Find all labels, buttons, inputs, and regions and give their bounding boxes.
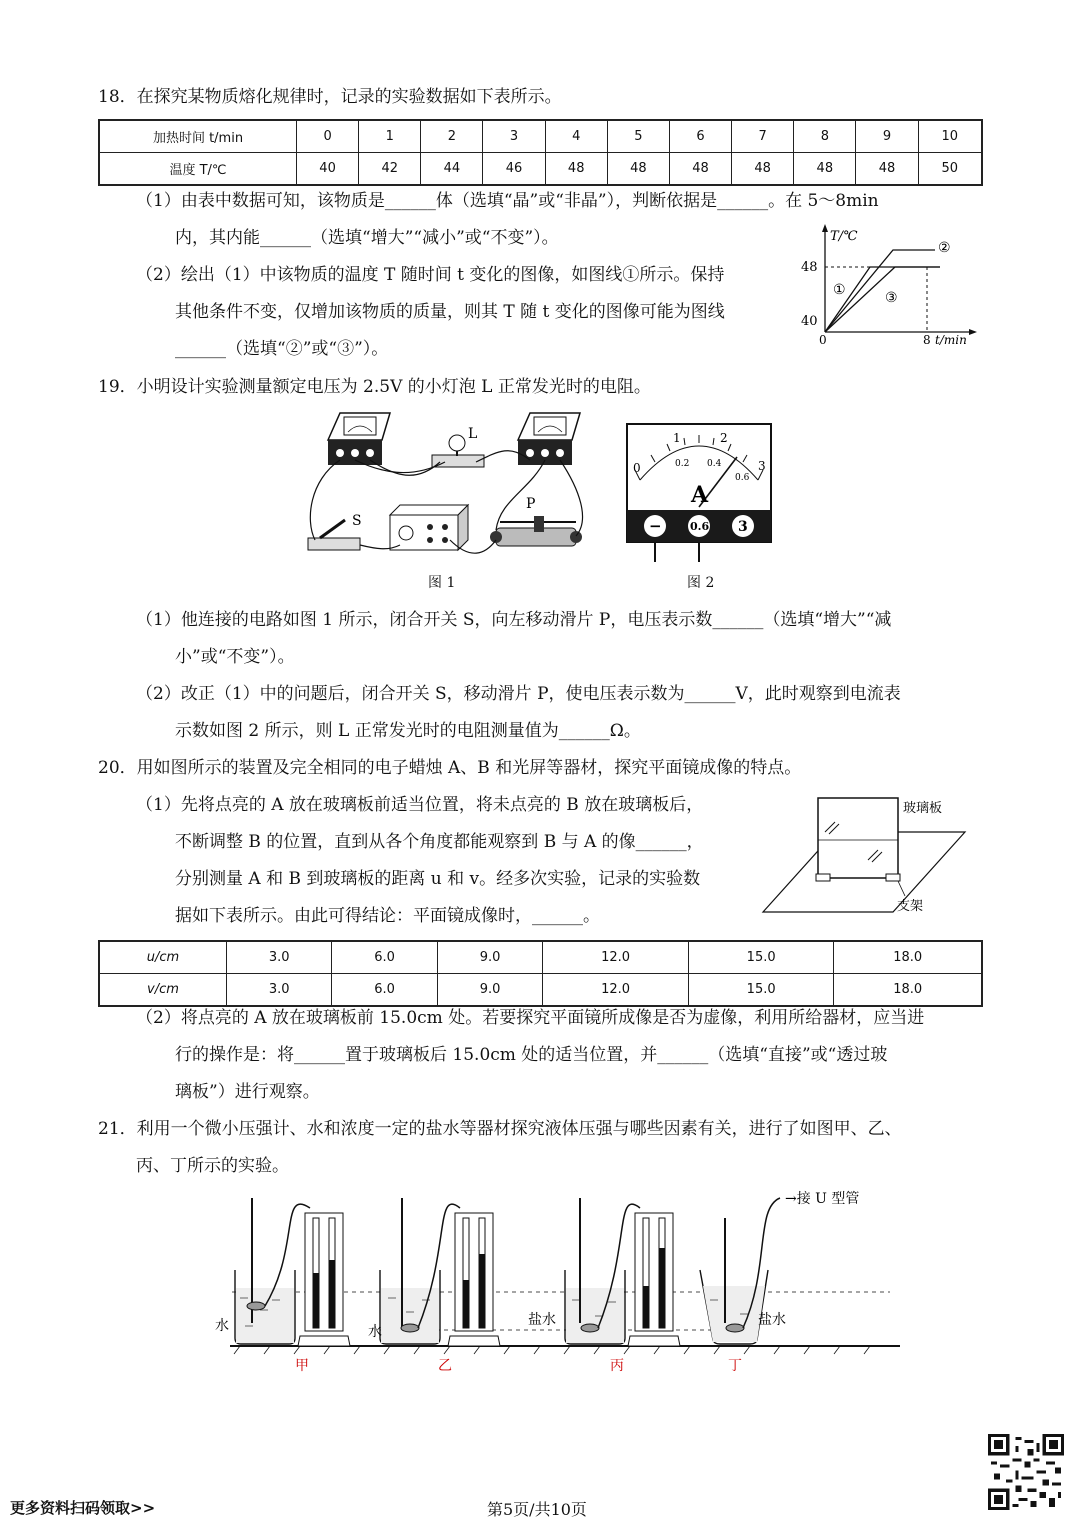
table-header-u: u/cm <box>99 941 227 974</box>
graph-curve-2-label: ② <box>938 240 951 256</box>
dial-top-0: 0 <box>633 461 641 475</box>
graph-y-label: T/℃ <box>830 229 858 244</box>
q20-part2-line2: 行的操作是：将______置于玻璃板后 15.0cm 处的适当位置，并______（选填“直接”或“透过玻 <box>175 1045 888 1065</box>
terminal-0.6: 0.6 <box>690 520 710 533</box>
q18-stem: 18．在探究某物质熔化规律时，记录的实验数据如下表所示。 <box>98 87 562 107</box>
table-cell: 0 <box>297 120 359 153</box>
table-cell: 3.0 <box>227 941 332 974</box>
table-cell: 48 <box>669 153 731 186</box>
glass-plate <box>818 798 898 878</box>
salt-water-label-ding: 盐水 <box>758 1312 786 1328</box>
water-label-yi: 水 <box>368 1324 382 1340</box>
slider-label: P <box>526 496 536 512</box>
table-row <box>99 153 982 186</box>
table-row <box>99 974 982 1007</box>
stand-label: 支架 <box>897 899 924 914</box>
setup-bing <box>565 1198 680 1346</box>
dial-unit-label: A <box>691 482 709 508</box>
dial-top-2: 2 <box>720 431 728 445</box>
table-cell: 2 <box>421 120 483 153</box>
q18-part1-line1: （1）由表中数据可知，该物质是______体（选填“晶”或“非晶”），判断依据是______。在 5～8min <box>136 191 879 211</box>
graph-tick-8: 8 <box>923 333 931 347</box>
table-cell: 4 <box>545 120 607 153</box>
lamp-label: L <box>468 426 478 442</box>
water-label-jia: 水 <box>215 1318 229 1334</box>
table-cell: 44 <box>421 153 483 186</box>
graph-curve-1-label: ① <box>833 282 846 298</box>
q20-mirror-figure <box>760 792 975 922</box>
label-ding: 丁 <box>728 1358 742 1373</box>
graph-origin: 0 <box>819 333 827 347</box>
table-cell: 3.0 <box>227 974 332 1007</box>
graph-curve-3-label: ③ <box>885 290 898 306</box>
qr-code-icon[interactable] <box>988 1434 1064 1510</box>
q20-stem: 20．用如图所示的装置及完全相同的电子蜡烛 A、B 和光屏等器材，探究平面镜成像的特点。 <box>98 758 802 778</box>
power-supply <box>390 505 468 550</box>
table-cell: 9.0 <box>437 941 542 974</box>
switch-label: S <box>352 513 362 529</box>
q19-circuit-figure <box>300 410 590 565</box>
q19-part2-line1: （2）改正（1）中的问题后，闭合开关 S，移动滑片 P，使电压表示数为______V，此时观察到电流表 <box>136 684 901 704</box>
terminal-negative: − <box>649 517 662 535</box>
footer-promo-text[interactable]: 更多资料扫码领取>> <box>10 1499 156 1517</box>
table-row <box>99 941 982 974</box>
q20-part1-line3: 分别测量 A 和 B 到玻璃板的距离 u 和 v。经多次实验，记录的实验数 <box>175 869 701 889</box>
connect-u-tube-label: →接 U 型管 <box>785 1191 860 1207</box>
q20-part2-line3: 璃板”）进行观察。 <box>175 1082 320 1102</box>
table-cell: 48 <box>545 153 607 186</box>
graph-tick-48: 48 <box>801 260 818 275</box>
table-cell: 46 <box>483 153 545 186</box>
q18-part2-line3: ______（选填“②”或“③”）。 <box>175 339 389 359</box>
q19-part2-line2: 示数如图 2 所示，则 L 正常发光时的电阻测量值为______Ω。 <box>175 721 641 741</box>
table-header-v: v/cm <box>99 974 227 1007</box>
q21-stem-line2: 丙、丁所示的实验。 <box>136 1156 289 1176</box>
table-cell: 9 <box>856 120 918 153</box>
stand-left <box>816 874 830 881</box>
label-bing: 丙 <box>610 1358 624 1373</box>
q20-part1-line2: 不断调整 B 的位置，直到从各个角度都能观察到 B 与 A 的像______， <box>175 832 704 852</box>
table-cell: 9.0 <box>437 974 542 1007</box>
table-cell: 7 <box>732 120 794 153</box>
q20-table <box>98 940 983 1007</box>
q19-ammeter-dial <box>625 422 775 567</box>
q19-part1-line2: 小”或“不变”）。 <box>175 647 295 667</box>
dial-top-3: 3 <box>758 459 766 473</box>
rheostat-device <box>490 516 582 546</box>
q18-part2-line2: 其他条件不变，仅增加该物质的质量，则其 T 随 t 变化的图像可能为图线 <box>175 302 725 322</box>
q20-part1-line1: （1）先将点亮的 A 放在玻璃板前适当位置，将未点亮的 B 放在玻璃板后， <box>136 795 704 815</box>
voltmeter-device <box>518 413 580 465</box>
table-cell: 50 <box>918 153 982 186</box>
q19-part1-line1: （1）他连接的电路如图 1 所示，闭合开关 S，向左移动滑片 P，电压表示数______（选填“增大”“减 <box>136 610 892 630</box>
table-header-temp: 温度 T/℃ <box>99 153 297 186</box>
table-cell: 18.0 <box>834 974 982 1007</box>
salt-water-label-bing: 盐水 <box>528 1312 556 1328</box>
figure-2-caption: 图 2 <box>687 575 715 591</box>
table-cell: 48 <box>607 153 669 186</box>
table-cell: 42 <box>359 153 421 186</box>
table-cell: 15.0 <box>688 941 834 974</box>
dial-top-1: 1 <box>673 431 681 445</box>
graph-x-label: t/min <box>935 333 967 347</box>
setup-jia <box>235 1198 350 1346</box>
table-cell: 48 <box>856 153 918 186</box>
table-cell: 1 <box>359 120 421 153</box>
graph-tick-40: 40 <box>801 314 818 329</box>
table-cell: 40 <box>297 153 359 186</box>
q20-part1-line4: 据如下表所示。由此可得结论：平面镜成像时，______。 <box>175 906 600 926</box>
dial-bottom-0.4: 0.4 <box>707 459 722 469</box>
table-cell: 3 <box>483 120 545 153</box>
table-cell: 6.0 <box>332 941 437 974</box>
table-cell: 8 <box>794 120 856 153</box>
table-cell: 18.0 <box>834 941 982 974</box>
table-cell: 6 <box>669 120 731 153</box>
q18-part1-line2: 内，其内能______（选填“增大”“减小”或“不变”）。 <box>175 228 559 248</box>
page-number: 第5页/共10页 <box>487 1500 587 1519</box>
setup-yi <box>380 1198 500 1346</box>
table-cell: 48 <box>732 153 794 186</box>
dial-bottom-0.6: 0.6 <box>735 473 750 483</box>
q20-part2-line1: （2）将点亮的 A 放在玻璃板前 15.0cm 处。若要探究平面镜所成像是否为虚像，利用所给器材，应当进 <box>136 1008 925 1028</box>
q19-stem: 19．小明设计实验测量额定电压为 2.5V 的小灯泡 L 正常发光时的电阻。 <box>98 377 651 397</box>
table-row <box>99 120 982 153</box>
table-cell: 12.0 <box>543 974 689 1007</box>
q18-table <box>98 119 983 186</box>
q21-pressure-figure <box>210 1188 910 1373</box>
stand-right <box>886 874 900 881</box>
glass-label: 玻璃板 <box>903 801 943 816</box>
table-header-time: 加热时间 t/min <box>99 120 297 153</box>
ammeter-device <box>328 413 390 465</box>
table-cell: 6.0 <box>332 974 437 1007</box>
figure-1-caption: 图 1 <box>428 575 456 591</box>
q21-stem-line1: 21．利用一个微小压强计、水和浓度一定的盐水等器材探究液体压强与哪些因素有关，进行了如图甲、乙、 <box>98 1119 902 1139</box>
dial-bottom-0.2: 0.2 <box>675 459 690 469</box>
label-jia: 甲 <box>295 1358 309 1373</box>
table-cell: 10 <box>918 120 982 153</box>
table-cell: 48 <box>794 153 856 186</box>
q18-temperature-graph <box>795 222 980 347</box>
terminal-3: 3 <box>738 519 748 535</box>
label-yi: 乙 <box>438 1358 452 1373</box>
table-cell: 12.0 <box>543 941 689 974</box>
q18-part2-line1: （2）绘出（1）中该物质的温度 T 随时间 t 变化的图像，如图线①所示。保持 <box>136 265 725 285</box>
table-cell: 5 <box>607 120 669 153</box>
table-cell: 15.0 <box>688 974 834 1007</box>
